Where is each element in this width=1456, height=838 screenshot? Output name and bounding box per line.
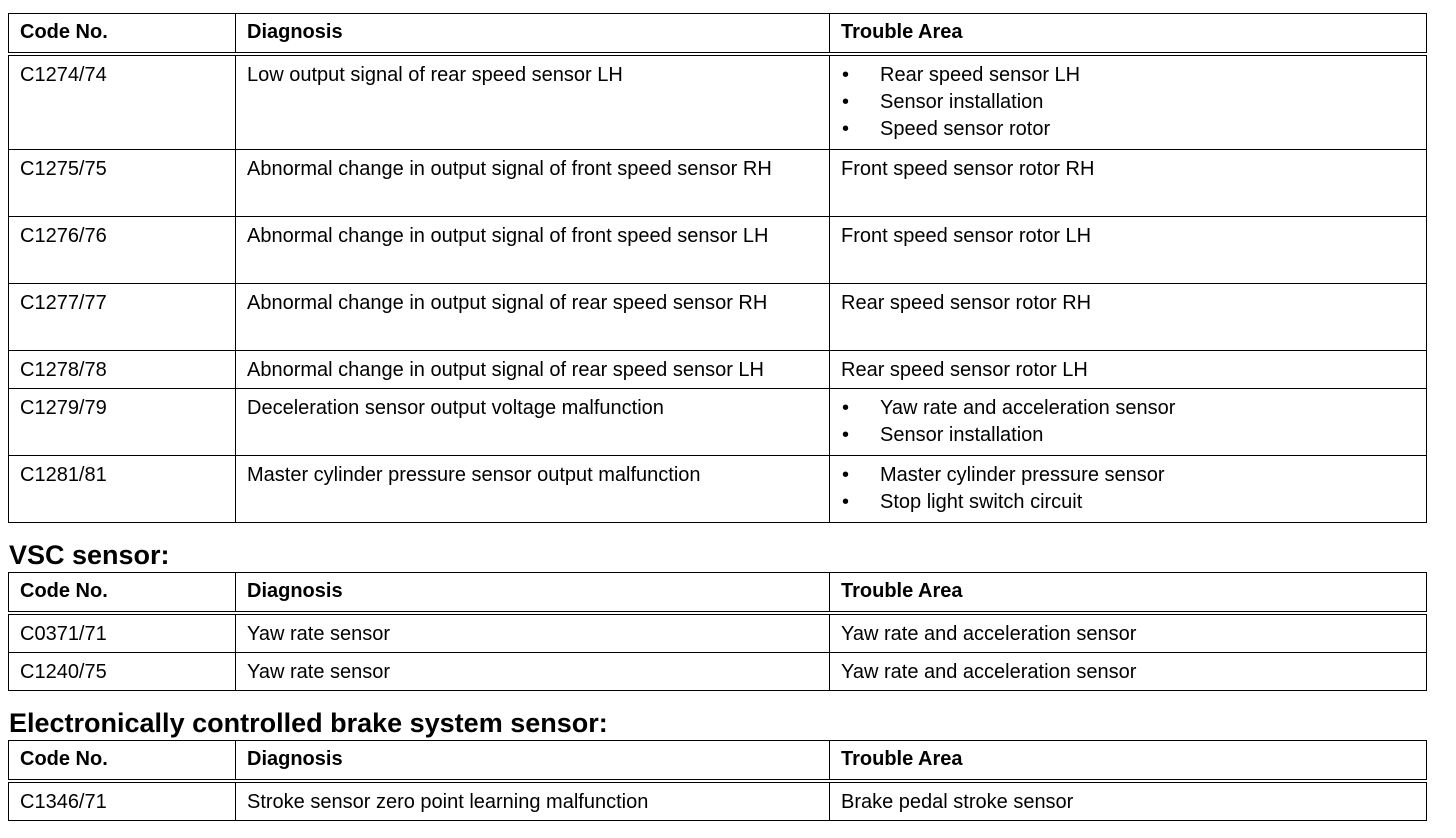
diagnosis-cell: Abnormal change in output signal of front speed sensor LH: [236, 217, 830, 284]
table-row: [9, 781, 1427, 821]
diagnosis-cell: Yaw rate sensor: [236, 613, 830, 653]
code-cell: C0371/71: [9, 613, 236, 653]
table-header-row: [9, 741, 1427, 782]
trouble-area-item: [841, 62, 1415, 89]
trouble-area-cell: Front speed sensor rotor LH: [830, 217, 1427, 284]
header-code-no: Code No.: [9, 14, 236, 55]
header-trouble-area: Trouble Area: [830, 573, 1427, 614]
dtc-table-speed-sensor: [8, 13, 1427, 523]
table-row: [9, 351, 1427, 389]
bullet-icon: •: [842, 118, 850, 140]
code-cell: C1240/75: [9, 653, 236, 691]
bullet-icon: •: [842, 64, 850, 86]
trouble-area-text: Master cylinder pressure sensor: [880, 464, 1165, 486]
trouble-area-text: Rear speed sensor LH: [880, 64, 1081, 86]
dtc-table-vsc-sensor: [8, 572, 1427, 691]
header-diagnosis: Diagnosis: [236, 573, 830, 614]
table-header-row: [9, 14, 1427, 55]
table-row: [9, 217, 1427, 284]
header-code-no: Code No.: [9, 741, 236, 782]
table-row: [9, 653, 1427, 691]
trouble-area-cell: Yaw rate and acceleration sensor: [830, 653, 1427, 691]
table-row: [9, 284, 1427, 351]
trouble-area-item: [841, 116, 1415, 143]
trouble-area-cell: [830, 54, 1427, 150]
bullet-icon: •: [842, 464, 850, 486]
bullet-icon: •: [842, 424, 850, 446]
header-code-no: Code No.: [9, 573, 236, 614]
trouble-area-item: [841, 462, 1415, 489]
table-header-row: [9, 573, 1427, 614]
diagnosis-cell: Master cylinder pressure sensor output malfunction: [236, 456, 830, 523]
header-trouble-area: Trouble Area: [830, 741, 1427, 782]
table-row: [9, 150, 1427, 217]
diagnosis-cell: Stroke sensor zero point learning malfunction: [236, 781, 830, 821]
trouble-area-cell: Yaw rate and acceleration sensor: [830, 613, 1427, 653]
header-trouble-area: Trouble Area: [830, 14, 1427, 55]
trouble-area-cell: Brake pedal stroke sensor: [830, 781, 1427, 821]
diagnosis-cell: Abnormal change in output signal of front speed sensor RH: [236, 150, 830, 217]
section-title-ecb-sensor: Electronically controlled brake system sensor:: [9, 708, 608, 738]
diagnosis-cell: Deceleration sensor output voltage malfunction: [236, 389, 830, 456]
dtc-table-ecb-sensor: [8, 740, 1427, 821]
trouble-area-cell: [830, 389, 1427, 456]
table-row: [9, 389, 1427, 456]
table-row: [9, 613, 1427, 653]
trouble-area-item: [841, 395, 1415, 422]
trouble-area-cell: Rear speed sensor rotor LH: [830, 351, 1427, 389]
code-cell: C1278/78: [9, 351, 236, 389]
trouble-area-text: Sensor installation: [880, 91, 1044, 113]
code-cell: C1279/79: [9, 389, 236, 456]
header-diagnosis: Diagnosis: [236, 741, 830, 782]
trouble-area-list: [841, 395, 1415, 449]
table-row: [9, 54, 1427, 150]
header-diagnosis: Diagnosis: [236, 14, 830, 55]
trouble-area-text: Yaw rate and acceleration sensor: [880, 397, 1176, 419]
table-row: [9, 456, 1427, 523]
code-cell: C1276/76: [9, 217, 236, 284]
trouble-area-list: [841, 462, 1415, 516]
bullet-icon: •: [842, 397, 850, 419]
trouble-area-cell: Front speed sensor rotor RH: [830, 150, 1427, 217]
diagnosis-cell: Abnormal change in output signal of rear speed sensor LH: [236, 351, 830, 389]
diagnosis-cell: Abnormal change in output signal of rear speed sensor RH: [236, 284, 830, 351]
trouble-area-cell: [830, 456, 1427, 523]
trouble-area-text: Sensor installation: [880, 424, 1044, 446]
bullet-icon: •: [842, 91, 850, 113]
code-cell: C1277/77: [9, 284, 236, 351]
section-title-vsc-sensor: VSC sensor:: [9, 540, 170, 570]
trouble-area-text: Speed sensor rotor: [880, 118, 1051, 140]
trouble-area-cell: Rear speed sensor rotor RH: [830, 284, 1427, 351]
code-cell: C1281/81: [9, 456, 236, 523]
trouble-area-item: [841, 489, 1415, 516]
code-cell: C1274/74: [9, 54, 236, 150]
trouble-area-item: [841, 89, 1415, 116]
trouble-area-item: [841, 422, 1415, 449]
diagnosis-cell: Yaw rate sensor: [236, 653, 830, 691]
code-cell: C1346/71: [9, 781, 236, 821]
trouble-area-list: [841, 62, 1415, 143]
bullet-icon: •: [842, 491, 850, 513]
trouble-area-text: Stop light switch circuit: [880, 491, 1083, 513]
code-cell: C1275/75: [9, 150, 236, 217]
diagnosis-cell: Low output signal of rear speed sensor LH: [236, 54, 830, 150]
document-page: [8, 13, 1426, 821]
